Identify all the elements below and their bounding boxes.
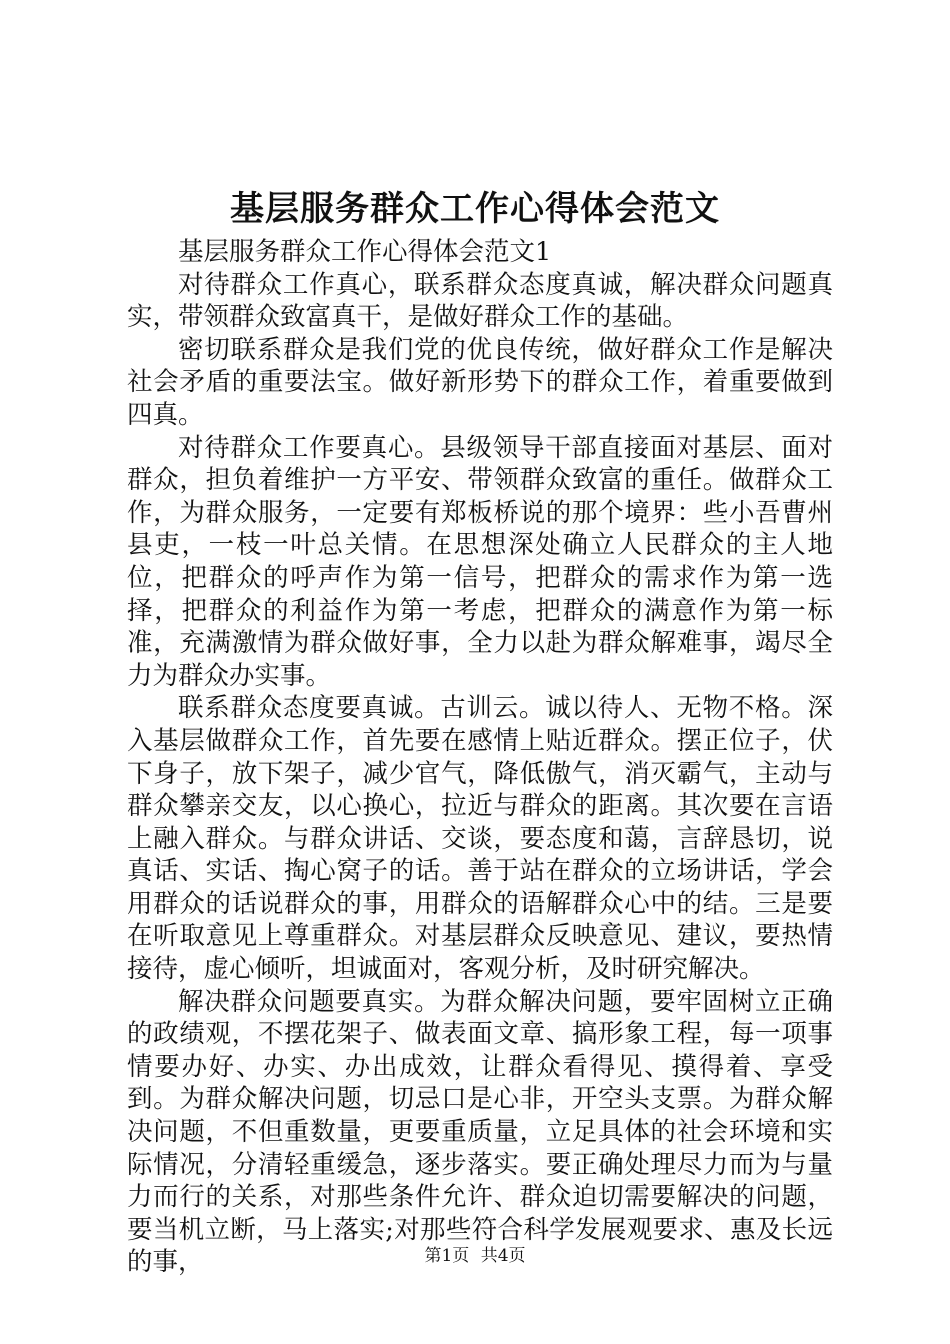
- paragraph-subtitle: 基层服务群众工作心得体会范文1: [178, 237, 552, 267]
- page-number: 第1页: [424, 1246, 470, 1266]
- document-title: 基层服务群众工作心得体会范文: [230, 189, 720, 229]
- paragraph: 对待群众工作真心，联系群众态度真诚，解决群众问题真实，带领群众致富真干，是做好群众工作的基础。: [127, 269, 833, 333]
- paragraph: 联系群众态度要真诚。古训云。诚以待人、无物不格。深入基层做群众工作，首先要在感情上贴近群众。摆正位子，伏下身子，放下架子，减少官气，降低傲气，消灭霸气，主动与群众攀亲交友，以心换心，拉近与群众的距离。其次要在言语上融入群众。与群众讲话、交谈，要态度和蔼，言辞恳切，说真话、实话、掏心窝子的话。善于站在群众的立场讲话，学会用群众的话说群众的事，用群众的语解群众心中的结。三是要在听取意见上尊重群众。对基层群众反映意见、建议，要热情接待，虚心倾听，坦诚面对，客观分析，及时研究解决。: [127, 693, 833, 985]
- paragraph: 对待群众工作要真心。县级领导干部直接面对基层、面对群众，担负着维护一方平安、带领群众致富的重任。做群众工作，为群众服务，一定要有郑板桥说的那个境界：些小吾曹州县吏，一枝一叶总关情。在思想深处确立人民群众的主人地位，把群众的呼声作为第一信号，把群众的需求作为第一选择，把群众的利益作为第一考虑，把群众的满意作为第一标准，充满激情为群众做好事，全力以赴为群众解难事，竭尽全力为群众办实事。: [127, 432, 833, 691]
- paragraph: 密切联系群众是我们党的优良传统，做好群众工作是解决社会矛盾的重要法宝。做好新形势下的群众工作，着重要做到四真。: [127, 334, 833, 430]
- page-total: 共4页: [480, 1246, 526, 1266]
- page-footer: [0, 1244, 950, 1268]
- paragraph: 解决群众问题要真实。为群众解决问题，要牢固树立正确的政绩观，不摆花架子、做表面文章、搞形象工程，每一项事情要办好、办实、办出成效，让群众看得见、摸得着、享受到。为群众解决问题，切忌口是心非，开空头支票。为群众解决问题，不但重数量，更要重质量，立足具体的社会环境和实际情况，分清轻重缓急，逐步落实。要正确处理尽力而为与量力而行的关系，对那些条件允许、群众迫切需要解决的问题，要当机立断，马上落实;对那些符合科学发展观要求、惠及长远的事，: [127, 986, 833, 1278]
- document-body: [127, 236, 833, 1279]
